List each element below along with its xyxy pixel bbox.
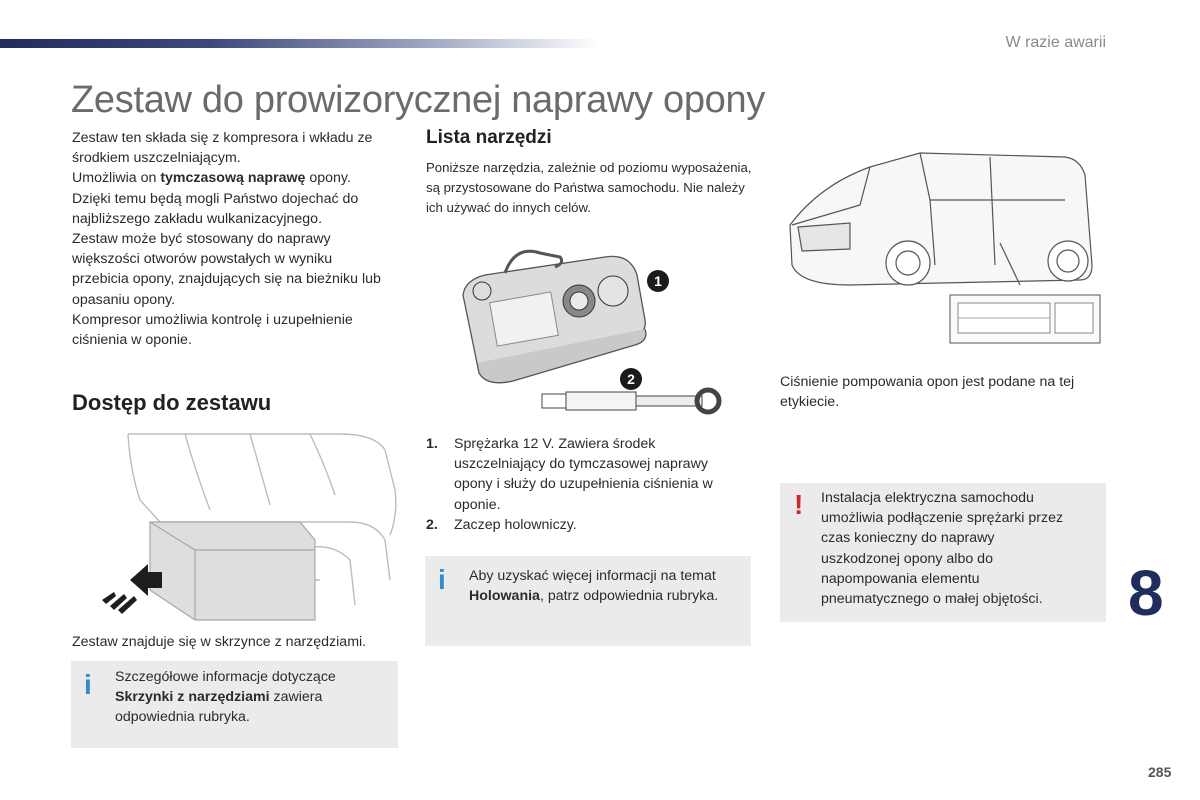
intro-line-1: Zestaw ten składa się z kompresora i wkładu ze środkiem uszczelniającym. bbox=[72, 130, 373, 167]
info-icon: i bbox=[84, 669, 92, 700]
warning-icon: ! bbox=[794, 489, 804, 520]
intro-line-3: Zestaw może być stosowany do naprawy większości otworów powstałych w wyniku przebicia opony, znajdujących się na bieżniku lub opasaniu opony. bbox=[72, 231, 381, 308]
pressure-caption: Ciśnienie pompowania opon jest podane na tej etykiecie. bbox=[780, 374, 1075, 411]
dostep-heading: Dostęp do zestawu bbox=[72, 390, 272, 415]
intro-text bbox=[72, 128, 392, 350]
toolbox-info-box bbox=[71, 661, 398, 748]
towing-info-text: Aby uzyskać więcej informacji na temat Holowania, patrz odpowiednia rubryka. bbox=[469, 568, 719, 605]
section-title: W razie awarii bbox=[1005, 34, 1106, 51]
seat-toolbox-illustration bbox=[100, 430, 400, 625]
van-label-illustration bbox=[780, 145, 1105, 345]
warning-box bbox=[780, 483, 1106, 622]
towing-info-box bbox=[425, 556, 751, 646]
badge-2: 2 bbox=[620, 368, 642, 390]
chapter-number: 8 bbox=[1128, 557, 1164, 629]
arrow-icon bbox=[102, 592, 137, 614]
warning-text: Instalacja elektryczna samochodu umożliwia podłączenie sprężarki przez czas konieczny do naprawy uszkodzonej opony albo do napompowania elementu pneumatycznego o małej objętości. bbox=[821, 490, 1064, 608]
lista-text: Poniższe narzędzia, zależnie od poziomu wyposażenia, są przystosowane do Państwa samochodu. Nie należy ich używać do innych celów. bbox=[426, 160, 752, 215]
page-number: 285 bbox=[1148, 764, 1172, 780]
toolbox-info-text: Szczegółowe informacje dotyczące Skrzynki z narzędziami zawiera odpowiednia rubryka. bbox=[115, 669, 336, 726]
intro-line-4: Kompresor umożliwia kontrolę i uzupełnienie ciśnienia w oponie. bbox=[72, 311, 353, 349]
intro-line-2: Umożliwia on tymczasową naprawę opony. Dzięki temu będą mogli Państwo dojechać do najbliższego zakładu wulkanizacyjnego. bbox=[72, 170, 359, 227]
badge-1: 1 bbox=[647, 270, 669, 292]
list-item: 1. Sprężarka 12 V. Zawiera środek uszczelniający do tymczasowej naprawy opony i służy do uzupełnienia ciśnienia w oponie. bbox=[426, 436, 713, 513]
info-icon: i bbox=[438, 564, 446, 595]
page-title: Zestaw do prowizorycznej naprawy opony bbox=[71, 79, 766, 121]
tool-list bbox=[426, 434, 736, 535]
lista-heading: Lista narzędzi bbox=[426, 127, 552, 148]
header-bar bbox=[0, 39, 600, 48]
dostep-caption: Zestaw znajduje się w skrzynce z narzędziami. bbox=[72, 634, 367, 650]
list-item: 2. Zaczep holowniczy. bbox=[426, 516, 577, 533]
